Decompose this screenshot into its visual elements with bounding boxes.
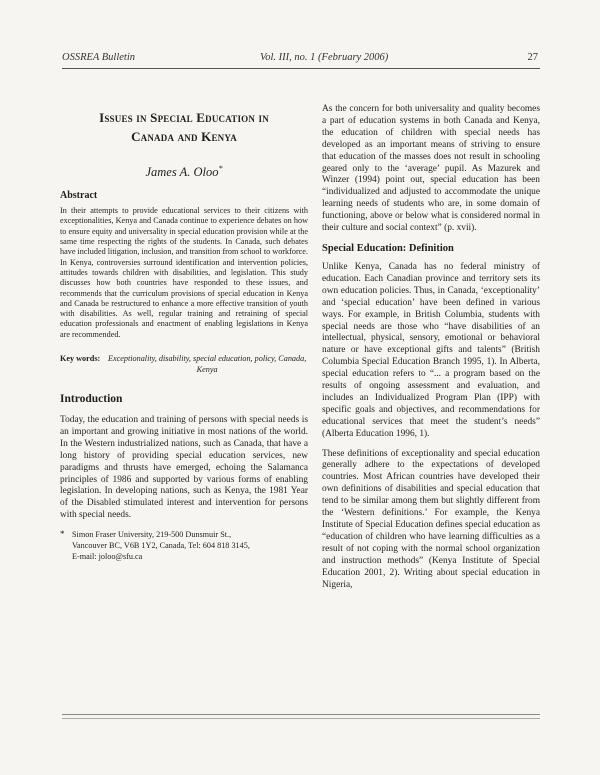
abstract-heading: Abstract bbox=[60, 190, 98, 202]
header-rule bbox=[62, 68, 540, 69]
title-line-1: Issues in Special Education in bbox=[99, 110, 269, 125]
introduction-text: Today, the education and training of persons with special needs is an important and growing initiative in most nations of the world. In the Western industrialized nations, such as Canada, that have a long history of providing special education services, new paradigms and thrusts have emerged, echoing the Salamanca principles of 1986 and supported by various forms of enabling legislation. In developing nations, such as Kenya, the 1981 Year of the Disabled stimulated interest and intervention for persons with special needs. bbox=[60, 415, 308, 521]
author-footnote bbox=[60, 530, 308, 562]
footnote-line-1: Simon Fraser University, 219-500 Dunsmuir St., bbox=[72, 530, 232, 540]
keywords-label: Key words: bbox=[60, 354, 101, 364]
title-line-2: Canada and Kenya bbox=[131, 129, 237, 144]
right-column bbox=[322, 104, 540, 599]
author-name: James A. Oloo bbox=[145, 165, 219, 180]
author-footnote-mark: * bbox=[218, 164, 223, 173]
volume-info: Vol. III, no. 1 (February 2006) bbox=[260, 52, 389, 63]
right-paragraph-3: These definitions of exceptionality and special education generally adhere to the expectations of developed countries. Most African countries have developed their own definitions of disabilities and special education that tend to be similar among them but slightly different from the ‘Western definitions.’ For example, the Kenya Institute of Special Education defines special education as “education of children who have learning difficulties as a result of not coping with the normal school organization and instruction methods” (Kenya Institute of Special Education 2001, 2). Writing about special education in Nigeria, bbox=[322, 448, 540, 590]
definition-heading: Special Education: Definition bbox=[322, 242, 454, 254]
author bbox=[60, 164, 308, 180]
abstract-text: In their attempts to provide educational services to their citizens with exceptionalities, Kenya and Canada continue to experience debates on how to ensure equity and universality in special education provision while at the same time respecting the rights of the students. In Canada, such debates have included litigation, inclusion, and transition from school to workforce. In Kenya, controversies surround identification and intervention policies, attitudes towards children with disabilities, and legislation. This study discusses how both countries have responded to these issues, and recommends that the curriculum provisions of special education in Kenya and Canada be restructured to enhance a more effective transition of youth with disabilities. As well, regular training and retraining of special education professionals and enactment of enabling legislations in Kenya are recommended. bbox=[60, 206, 308, 339]
introduction-heading: Introduction bbox=[60, 393, 123, 406]
page-number: 27 bbox=[527, 52, 538, 63]
footnote-mark: * bbox=[60, 529, 65, 540]
article-title bbox=[60, 108, 308, 146]
right-paragraph-2: Unlike Kenya, Canada has no federal ministry of education. Each Canadian province and territory sets its own education policies. Thus, in Canada, ‘exceptionality’ and ‘special education’ have been defined in various ways. For example, in British Columbia, students with special needs are those who “have disabilities of an intellectual, physical, sensory, emotional or behavioral nature or have exceptional gifts and talents” (British Columbia Special Education Branch 1995, 1). In Alberta, special education refers to “... a program based on the results of ongoing assessment and evaluation, and includes an Individualized Program Plan (IPP) with specific goals and objectives, and recommendations for educational services that meet the student’s needs” (Alberta Education 1996, 1). bbox=[322, 261, 540, 439]
right-paragraph-1: As the concern for both universality and quality becomes a part of education systems in both Canada and Kenya, the education of children with special needs has developed as an important means of striving to ensure that education of the masses does not result in schooling geared only to the ‘average’ pupil. As Mazurek and Winzer (1994) point out, special education has been “individualized and adjusted to accommodate the unique learning needs of students who are, in some domain of functioning, above or below what is considered normal in their culture and social context” (p. xvii). bbox=[322, 104, 540, 234]
keywords bbox=[60, 354, 308, 375]
footer-rule-2 bbox=[62, 718, 540, 719]
journal-name: OSSREA Bulletin bbox=[62, 52, 136, 63]
keywords-list: Exceptionality, disability, special education, policy, Canada, Kenya bbox=[107, 354, 307, 374]
footnote-line-2: Vancouver BC, V6B 1Y2, Canada, Tel: 604 818 3145, bbox=[72, 540, 250, 550]
left-column bbox=[60, 108, 308, 563]
footer-rule bbox=[62, 714, 540, 715]
footnote-email: E-mail: joloo@sfu.ca bbox=[72, 551, 143, 561]
